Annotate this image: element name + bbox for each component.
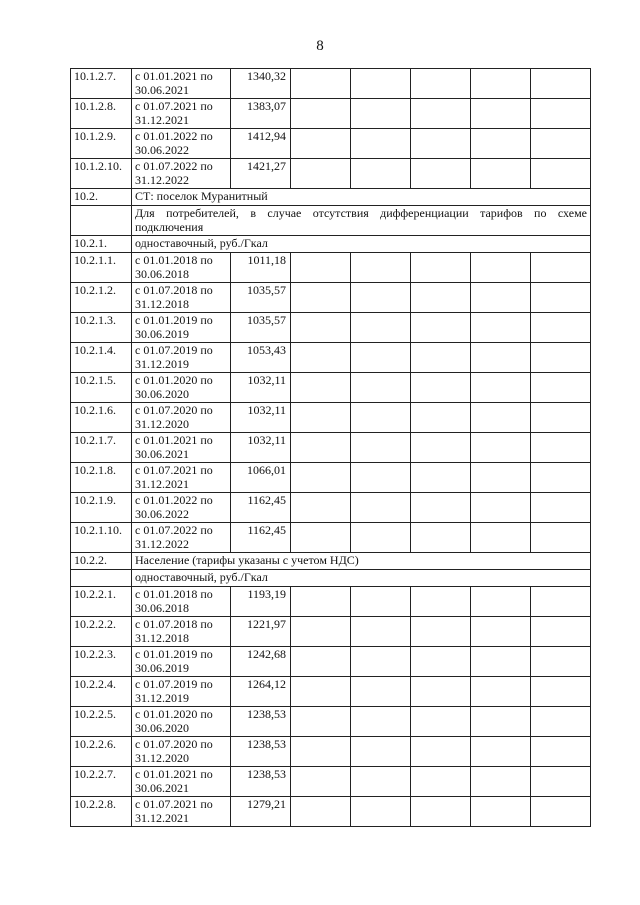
empty-cell: [471, 797, 531, 827]
empty-cell: [471, 129, 531, 159]
empty-cell: [531, 313, 591, 343]
empty-cell: [291, 463, 351, 493]
empty-cell: [351, 69, 411, 99]
tariff-value: 1032,11: [231, 373, 291, 403]
table-row: [71, 236, 591, 253]
tariff-value: 1032,11: [231, 403, 291, 433]
empty-cell: [471, 373, 531, 403]
row-code: 10.2.2.6.: [71, 737, 132, 767]
tariff-value: 1221,97: [231, 617, 291, 647]
tariff-period: с 01.07.2018 по 31.12.2018: [132, 617, 231, 647]
tariff-period: с 01.07.2019 по 31.12.2019: [132, 677, 231, 707]
empty-cell: [291, 253, 351, 283]
tariff-value: 1340,32: [231, 69, 291, 99]
empty-cell: [531, 373, 591, 403]
empty-cell: [351, 253, 411, 283]
page-number: 8: [316, 38, 324, 54]
empty-cell: [411, 129, 471, 159]
tariff-period: с 01.01.2021 по 30.06.2021: [132, 767, 231, 797]
row-code: 10.2.1.10.: [71, 523, 132, 553]
empty-cell: [291, 587, 351, 617]
tariff-value: 1053,43: [231, 343, 291, 373]
empty-cell: [471, 767, 531, 797]
empty-cell: [471, 707, 531, 737]
empty-cell: [291, 129, 351, 159]
empty-cell: [471, 463, 531, 493]
empty-cell: [351, 617, 411, 647]
empty-cell: [471, 159, 531, 189]
empty-cell: [411, 463, 471, 493]
tariff-value: 1421,27: [231, 159, 291, 189]
table-row: [71, 767, 591, 797]
table-row: [71, 129, 591, 159]
empty-cell: [531, 99, 591, 129]
empty-cell: [291, 343, 351, 373]
empty-cell: [411, 523, 471, 553]
row-code: 10.2.1.4.: [71, 343, 132, 373]
empty-cell: [411, 433, 471, 463]
empty-cell: [291, 737, 351, 767]
table-row: [71, 647, 591, 677]
empty-cell: [471, 647, 531, 677]
tariff-period: с 01.01.2020 по 30.06.2020: [132, 373, 231, 403]
empty-cell: [291, 767, 351, 797]
tariff-value: 1238,53: [231, 737, 291, 767]
empty-cell: [291, 373, 351, 403]
empty-cell: [291, 617, 351, 647]
row-code: 10.2.2.: [71, 553, 132, 570]
row-code: [71, 570, 132, 587]
empty-cell: [471, 403, 531, 433]
tariff-period: с 01.01.2020 по 30.06.2020: [132, 707, 231, 737]
table-row: [71, 523, 591, 553]
table-row: [71, 373, 591, 403]
empty-cell: [531, 677, 591, 707]
tariff-value: 1279,21: [231, 797, 291, 827]
tariff-period: с 01.01.2019 по 30.06.2019: [132, 313, 231, 343]
empty-cell: [351, 403, 411, 433]
empty-cell: [351, 283, 411, 313]
empty-cell: [531, 707, 591, 737]
empty-cell: [351, 129, 411, 159]
empty-cell: [411, 647, 471, 677]
empty-cell: [471, 523, 531, 553]
table-row: [71, 707, 591, 737]
table-row: [71, 99, 591, 129]
empty-cell: [351, 737, 411, 767]
empty-cell: [531, 403, 591, 433]
tariff-period: с 01.01.2018 по 30.06.2018: [132, 587, 231, 617]
empty-cell: [471, 313, 531, 343]
empty-cell: [531, 797, 591, 827]
empty-cell: [351, 677, 411, 707]
table-row: [71, 283, 591, 313]
empty-cell: [411, 493, 471, 523]
tariff-period: с 01.07.2019 по 31.12.2019: [132, 343, 231, 373]
table-row: [71, 69, 591, 99]
empty-cell: [531, 433, 591, 463]
empty-cell: [471, 493, 531, 523]
row-code: 10.2.1.3.: [71, 313, 132, 343]
row-code: 10.2.1.9.: [71, 493, 132, 523]
tariff-period: с 01.07.2022 по 31.12.2022: [132, 523, 231, 553]
empty-cell: [471, 283, 531, 313]
tariff-table: [70, 68, 591, 827]
row-code: 10.2.1.7.: [71, 433, 132, 463]
table-row: [71, 343, 591, 373]
table-row: [71, 587, 591, 617]
empty-cell: [531, 463, 591, 493]
empty-cell: [291, 677, 351, 707]
row-code: 10.1.2.10.: [71, 159, 132, 189]
empty-cell: [291, 69, 351, 99]
empty-cell: [471, 587, 531, 617]
empty-cell: [411, 313, 471, 343]
row-code: 10.2.2.5.: [71, 707, 132, 737]
section-heading: СТ: поселок Муранитный: [132, 189, 591, 206]
empty-cell: [531, 129, 591, 159]
tariff-period: с 01.07.2021 по 31.12.2021: [132, 463, 231, 493]
table-row: [71, 159, 591, 189]
row-code: 10.2.2.1.: [71, 587, 132, 617]
tariff-period: с 01.01.2018 по 30.06.2018: [132, 253, 231, 283]
empty-cell: [411, 587, 471, 617]
empty-cell: [411, 69, 471, 99]
empty-cell: [471, 69, 531, 99]
empty-cell: [291, 707, 351, 737]
row-code: 10.2.: [71, 189, 132, 206]
empty-cell: [351, 99, 411, 129]
empty-cell: [531, 617, 591, 647]
table-row: [71, 797, 591, 827]
tariff-period: с 01.07.2020 по 31.12.2020: [132, 737, 231, 767]
row-code: 10.2.1.1.: [71, 253, 132, 283]
tariff-period: с 01.01.2022 по 30.06.2022: [132, 129, 231, 159]
empty-cell: [411, 767, 471, 797]
empty-cell: [291, 99, 351, 129]
table-row: [71, 677, 591, 707]
empty-cell: [351, 433, 411, 463]
empty-cell: [531, 647, 591, 677]
empty-cell: [531, 737, 591, 767]
empty-cell: [411, 283, 471, 313]
tariff-period: с 01.07.2020 по 31.12.2020: [132, 403, 231, 433]
empty-cell: [351, 313, 411, 343]
section-note: Для потребителей, в случае отсутствия дифференциации тарифов по схеме подключения: [132, 206, 591, 236]
tariff-period: с 01.01.2019 по 30.06.2019: [132, 647, 231, 677]
row-code: 10.1.2.9.: [71, 129, 132, 159]
row-code: 10.2.2.2.: [71, 617, 132, 647]
empty-cell: [411, 707, 471, 737]
tariff-value: 1238,53: [231, 707, 291, 737]
tariff-period: с 01.01.2021 по 30.06.2021: [132, 69, 231, 99]
empty-cell: [471, 617, 531, 647]
empty-cell: [351, 523, 411, 553]
empty-cell: [351, 463, 411, 493]
table-row: [71, 493, 591, 523]
empty-cell: [291, 797, 351, 827]
tariff-value: 1162,45: [231, 523, 291, 553]
table-row: [71, 570, 591, 587]
row-code: 10.2.1.: [71, 236, 132, 253]
tariff-period: с 01.01.2021 по 30.06.2021: [132, 433, 231, 463]
empty-cell: [411, 677, 471, 707]
empty-cell: [351, 767, 411, 797]
empty-cell: [351, 647, 411, 677]
empty-cell: [411, 373, 471, 403]
empty-cell: [291, 523, 351, 553]
row-code: 10.2.2.4.: [71, 677, 132, 707]
table-row: [71, 463, 591, 493]
row-code: 10.2.2.3.: [71, 647, 132, 677]
empty-cell: [531, 343, 591, 373]
row-code: [71, 206, 132, 236]
tariff-value: 1032,11: [231, 433, 291, 463]
empty-cell: [291, 283, 351, 313]
row-code: 10.1.2.8.: [71, 99, 132, 129]
empty-cell: [471, 99, 531, 129]
table-row: [71, 737, 591, 767]
row-code: 10.2.1.8.: [71, 463, 132, 493]
empty-cell: [411, 343, 471, 373]
tariff-value: 1238,53: [231, 767, 291, 797]
empty-cell: [531, 253, 591, 283]
empty-cell: [471, 677, 531, 707]
table-row: [71, 403, 591, 433]
table-row: [71, 253, 591, 283]
tariff-value: 1193,19: [231, 587, 291, 617]
empty-cell: [291, 313, 351, 343]
empty-cell: [411, 159, 471, 189]
empty-cell: [531, 493, 591, 523]
empty-cell: [291, 433, 351, 463]
table-row: [71, 313, 591, 343]
empty-cell: [471, 253, 531, 283]
section-note: одноставочный, руб./Гкал: [132, 570, 591, 587]
empty-cell: [531, 159, 591, 189]
empty-cell: [291, 647, 351, 677]
empty-cell: [291, 493, 351, 523]
row-code: 10.2.1.6.: [71, 403, 132, 433]
empty-cell: [411, 797, 471, 827]
empty-cell: [531, 767, 591, 797]
empty-cell: [531, 283, 591, 313]
tariff-value: 1066,01: [231, 463, 291, 493]
tariff-value: 1242,68: [231, 647, 291, 677]
empty-cell: [411, 617, 471, 647]
section-heading: Население (тарифы указаны с учетом НДС): [132, 553, 591, 570]
empty-cell: [471, 737, 531, 767]
tariff-period: с 01.07.2018 по 31.12.2018: [132, 283, 231, 313]
row-code: 10.2.1.2.: [71, 283, 132, 313]
tariff-value: 1162,45: [231, 493, 291, 523]
tariff-value: 1035,57: [231, 313, 291, 343]
table-row: [71, 189, 591, 206]
empty-cell: [291, 159, 351, 189]
empty-cell: [411, 737, 471, 767]
empty-cell: [411, 253, 471, 283]
empty-cell: [531, 587, 591, 617]
tariff-value: 1011,18: [231, 253, 291, 283]
empty-cell: [351, 159, 411, 189]
tariff-value: 1412,94: [231, 129, 291, 159]
tariff-period: с 01.01.2022 по 30.06.2022: [132, 493, 231, 523]
empty-cell: [471, 433, 531, 463]
empty-cell: [531, 523, 591, 553]
table-row: [71, 553, 591, 570]
empty-cell: [351, 587, 411, 617]
empty-cell: [351, 797, 411, 827]
row-code: 10.2.2.8.: [71, 797, 132, 827]
tariff-period: с 01.07.2022 по 31.12.2022: [132, 159, 231, 189]
tariff-value: 1383,07: [231, 99, 291, 129]
table-row: [71, 206, 591, 236]
empty-cell: [531, 69, 591, 99]
tariff-period: с 01.07.2021 по 31.12.2021: [132, 99, 231, 129]
table-row: [71, 433, 591, 463]
tariff-period: с 01.07.2021 по 31.12.2021: [132, 797, 231, 827]
tariff-value: 1035,57: [231, 283, 291, 313]
empty-cell: [291, 403, 351, 433]
empty-cell: [351, 373, 411, 403]
section-heading: одноставочный, руб./Гкал: [132, 236, 591, 253]
empty-cell: [351, 343, 411, 373]
empty-cell: [351, 707, 411, 737]
table-row: [71, 617, 591, 647]
empty-cell: [411, 403, 471, 433]
empty-cell: [471, 343, 531, 373]
row-code: 10.1.2.7.: [71, 69, 132, 99]
tariff-value: 1264,12: [231, 677, 291, 707]
empty-cell: [351, 493, 411, 523]
row-code: 10.2.1.5.: [71, 373, 132, 403]
empty-cell: [411, 99, 471, 129]
row-code: 10.2.2.7.: [71, 767, 132, 797]
